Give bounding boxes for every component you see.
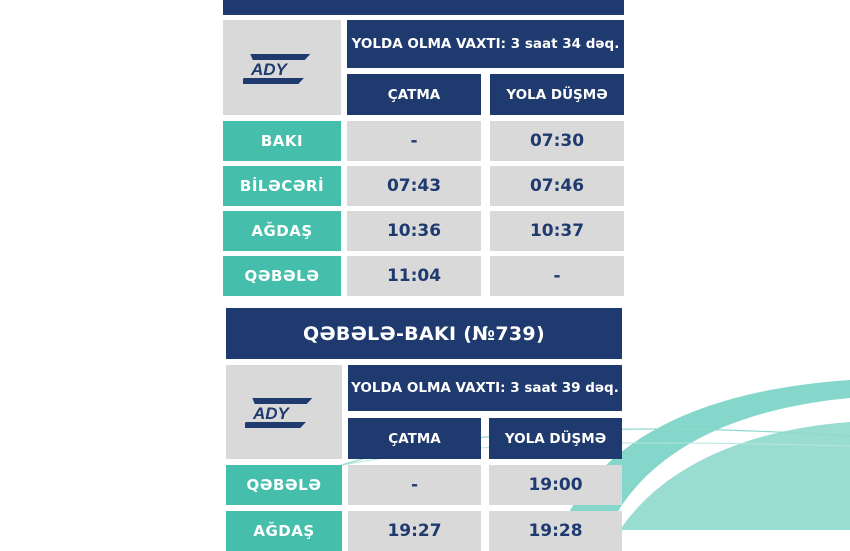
departure-time-cell: - bbox=[490, 256, 624, 296]
arrival-time-cell: - bbox=[347, 121, 481, 161]
route-title: QƏBƏLƏ-BAKI (№739) bbox=[226, 308, 622, 359]
departure-time-cell: 07:46 bbox=[490, 166, 624, 206]
logo-cell bbox=[226, 365, 342, 459]
arrival-time-cell: 11:04 bbox=[347, 256, 481, 296]
arrival-column-header: ÇATMA bbox=[347, 74, 481, 115]
duration-header: YOLDA OLMA VAXTI: 3 saat 39 dəq. bbox=[348, 365, 622, 411]
departure-time-cell: 07:30 bbox=[490, 121, 624, 161]
station-cell: AĞDAŞ bbox=[226, 511, 342, 551]
station-cell: QƏBƏLƏ bbox=[226, 465, 342, 505]
departure-time-cell: 19:00 bbox=[489, 465, 622, 505]
arrival-time-cell: 07:43 bbox=[347, 166, 481, 206]
station-cell: BİLƏCƏRİ bbox=[223, 166, 341, 206]
arrival-time-cell: - bbox=[348, 465, 481, 505]
arrival-time-cell: 19:27 bbox=[348, 511, 481, 551]
departure-column-header: YOLA DÜŞMƏ bbox=[490, 74, 624, 115]
station-cell: BAKI bbox=[223, 121, 341, 161]
arrival-column-header: ÇATMA bbox=[348, 418, 481, 459]
duration-header: YOLDA OLMA VAXTI: 3 saat 34 dəq. bbox=[347, 20, 624, 68]
departure-time-cell: 10:37 bbox=[490, 211, 624, 251]
logo-text: ADY bbox=[251, 59, 287, 79]
arrival-time-cell: 10:36 bbox=[347, 211, 481, 251]
station-cell: QƏBƏLƏ bbox=[223, 256, 341, 296]
ady-logo-icon bbox=[245, 388, 323, 436]
logo-text: ADY bbox=[253, 404, 289, 423]
departure-column-header: YOLA DÜŞMƏ bbox=[489, 418, 622, 459]
departure-time-cell: 19:28 bbox=[489, 511, 622, 551]
station-cell: AĞDAŞ bbox=[223, 211, 341, 251]
